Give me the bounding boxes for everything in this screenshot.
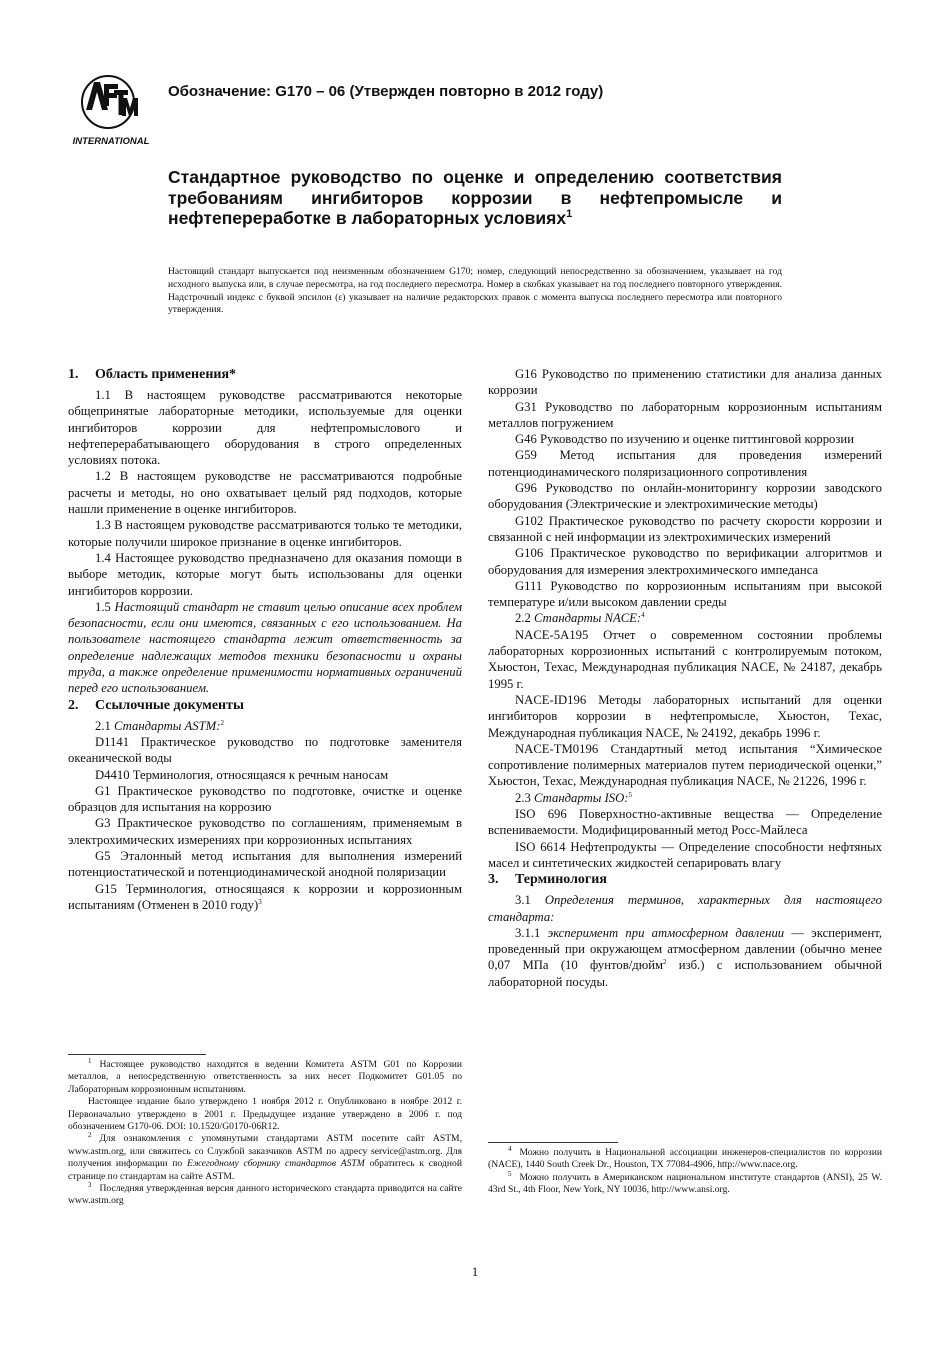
section-2-heading: 2. Ссылочные документы <box>68 697 244 713</box>
page-number: 1 <box>471 1264 479 1279</box>
svg-text:INTERNATIONAL: INTERNATIONAL <box>72 136 150 147</box>
nace-ref-item: NACE-5A195 Отчет о современном состоянии проблемы лабораторных коррозионных испытаний с контролируемым потоком, Хьюстон, Техас, Международная публикация NACE, № 24187, декабрь 1995 г. <box>488 627 882 691</box>
subsection-2-1: 2.1 Стандарты ASTM:$^2$ <box>95 718 224 733</box>
subsection-2-3: 2.3 Стандарты ISO:$^5$ <box>515 790 632 805</box>
ref-item: G46 Руководство по изучению и оценке питтинговой коррозии <box>515 432 854 447</box>
ref-item: G96 Руководство по онлайн-мониторингу коррозии заводского оборудования (Электрические и электрохимические методы) <box>488 481 882 512</box>
ref-item: G111 Руководство по коррозионным испытаниям при высокой температуре и/или высоком давлении среды <box>488 578 882 610</box>
iso-ref-item: ISO 6614 Нефтепродукты — Определение способности нефтяных масел и синтетических жидкостей сепарировать влагу <box>488 839 882 870</box>
para-1-3: 1.3 В настоящем руководстве рассматриваются только те методики, которые получили широкое признание в оценке ингибиторов. <box>68 518 462 549</box>
subsection-3-1: 3.1 Определения терминов, характерных для настоящего стандарта: <box>488 893 882 924</box>
designation: Обозначение: G170 – 06 (Утвержден повторно в 2012 году) <box>168 83 604 100</box>
section-3-heading: 3. Терминология <box>488 872 607 888</box>
para-1-1: 1.1 В настоящем руководстве рассматриваются некоторые общепринятые лабораторные методики, используемые для оценки ингибиторов коррозии для нефтепромыслового и нефтеперерабатывающего оборудования в строго определенных условиях потока. <box>68 388 462 468</box>
para-1-2: 1.2 В настоящем руководстве не рассматриваются подробные расчеты и методы, но оно охватывает целый ряд подходов, которые нашли применение в оценке ингибиторов. <box>68 469 462 517</box>
para-1-4: 1.4 Настоящее руководство предназначено для оказания помощи в выборе методик, которые могут быть использованы для оценки ингибиторов коррозии. <box>68 550 462 598</box>
nace-ref-item: NACE-TM0196 Стандартный метод испытания “Химическое сопротивление полимерных материалов путем периодической оценки,” Хьюстон, Техас, Международная публикация NACE, № 21226, 1996 г. <box>488 741 882 789</box>
footnote-divider <box>68 1054 206 1055</box>
para-1-5: 1.5 Настоящий стандарт не ставит целью описание всех проблем безопасности, если они имеются, связанных с его использованием. На пользователе настоящего стандарта лежит ответственность за определение надлежащих методов техники безопасности и охраны труда, а также определение применимости нормативных ограничений перед его использованием. <box>68 599 462 696</box>
ref-item: D1141 Практическое руководство по подготовке заменителя океанической воды <box>68 734 462 766</box>
ref-item: G31 Руководство по лабораторным коррозионным испытаниям металлов погружением <box>488 399 882 430</box>
ref-item: G1 Практическое руководство по подготовке, очистке и оценке образцов для испытания на коррозию <box>68 783 462 815</box>
ref-item-g15: G15 Терминология, относящаяся к коррозии и коррозионным испытаниям (Отменен в 2010 году)$^3$ <box>68 881 462 912</box>
ref-item: G59 Метод испытания для проведения измерений потенциодинамического поляризационного сопротивления <box>488 448 882 479</box>
section-1-heading: 1. Область применения* <box>68 367 237 382</box>
footnote: $^4$ Можно получить в Национальной ассоциации инженеров-специалистов по коррозии (NACE), 1440 South Creek Dr., Houston, TX 77084-4906, http://www.nace.org. <box>488 1144 882 1171</box>
right-column <box>488 366 882 990</box>
ref-item: G5 Эталонный метод испытания для выполнения измерений потенциостатической и потенциодинамической анодной поляризации <box>68 849 462 880</box>
footnotes-left <box>68 1056 462 1208</box>
iso-ref-item: ISO 696 Поверхностно-активные вещества — Определение вспениваемости. Модифицированный метод Росс-Майлеса <box>488 807 882 838</box>
footnote: $^3$ Последняя утвержденная версия данного исторического стандарта приводится на сайте www.astm.org <box>68 1180 462 1207</box>
footnote-divider <box>488 1142 618 1143</box>
subsection-2-2: 2.2 Стандарты NACE:$^4$ <box>515 611 645 626</box>
footnotes-right <box>488 1144 882 1197</box>
astm-logo <box>64 72 158 148</box>
footnote: $^5$ Можно получить в Американском национальном институте стандартов (ANSI), 25 W. 43rd St., 4th Floor, New York, NY 10036, http://www.ansi.org. <box>488 1169 882 1196</box>
standard-notice: Настоящий стандарт выпускается под неизменным обозначением G170; номер, следующий непосредственно за обозначением, указывает на год исходного выпуска или, в случае пересмотра, на год последнего пересмотра. Номер в скобках указывает на год последнего повторного утверждения. Надстрочный индекс с буквой эпсилон (ε) указывает на наличие редакторских правок с момента выпуска последнего пересмотра или повторного утверждения. <box>168 266 782 316</box>
title-text: Стандартное руководство по оценке и определению соответствия требованиям ингибиторов коррозии в нефтепромысле и нефтепереработке в лабораторных условиях <box>168 167 782 228</box>
left-column <box>68 366 462 913</box>
footnote: Настоящее издание было утверждено 1 ноября 2012 г. Опубликовано в ноябре 2012 г. Первоначально утверждено в 2001 г. Предыдущее издание утверждено в 2006 г. под обозначением G170-06. DOI: 10.1520/G0170-06R12. <box>68 1096 462 1133</box>
nace-ref-item: NACE-ID196 Методы лабораторных испытаний для оценки ингибиторов коррозии в нефтепромысле, Хьюстон, Техас, Международная публикация NACE, № 24192, декабрь 1996 г. <box>488 692 882 740</box>
definition-3-1-1: 3.1.1 эксперимент при атмосферном давлении — эксперимент, проведенный при окружающем атмосферном давлении (обычно менее 0,07 МПа (10 фунтов/дюйм$^2$ изб.) с использованием обычной лабораторной посуды. <box>488 925 882 989</box>
ref-item: D4410 Терминология, относящаяся к речным наносам <box>95 767 389 782</box>
page-title <box>168 167 782 229</box>
footnote: $^2$ Для ознакомления с упомянутыми стандартами ASTM посетите сайт ASTM, www.astm.org, или свяжитесь со Службой заказчиков ASTM по адресу service@astm.org. Для получения информации по Ежегодному сборнику стандартов ASTM обратитесь к сводной странице по стандартам на сайте ASTM. <box>68 1131 462 1182</box>
title-footnote-mark: 1 <box>566 208 573 221</box>
ref-item: G3 Практическое руководство по соглашениям, применяемым в электрохимических измерениях при коррозионных испытаниях <box>68 816 462 847</box>
footnote: $^1$ Настоящее руководство находится в ведении Комитета ASTM G01 по Коррозии металлов, а непосредственную ответственность за них несет Подкомитет G01.05 по Лабораторным коррозионным испытаниям. <box>68 1056 462 1095</box>
ref-item: G16 Руководство по применению статистики для анализа данных коррозии <box>488 367 882 398</box>
ref-item: G102 Практическое руководство по расчету скорости коррозии и связанной с ней информации из электрохимических измерений <box>488 513 882 544</box>
ref-item: G106 Практическое руководство по верификации алгоритмов и оборудования для измерения электрохимического импеданса <box>488 546 882 577</box>
